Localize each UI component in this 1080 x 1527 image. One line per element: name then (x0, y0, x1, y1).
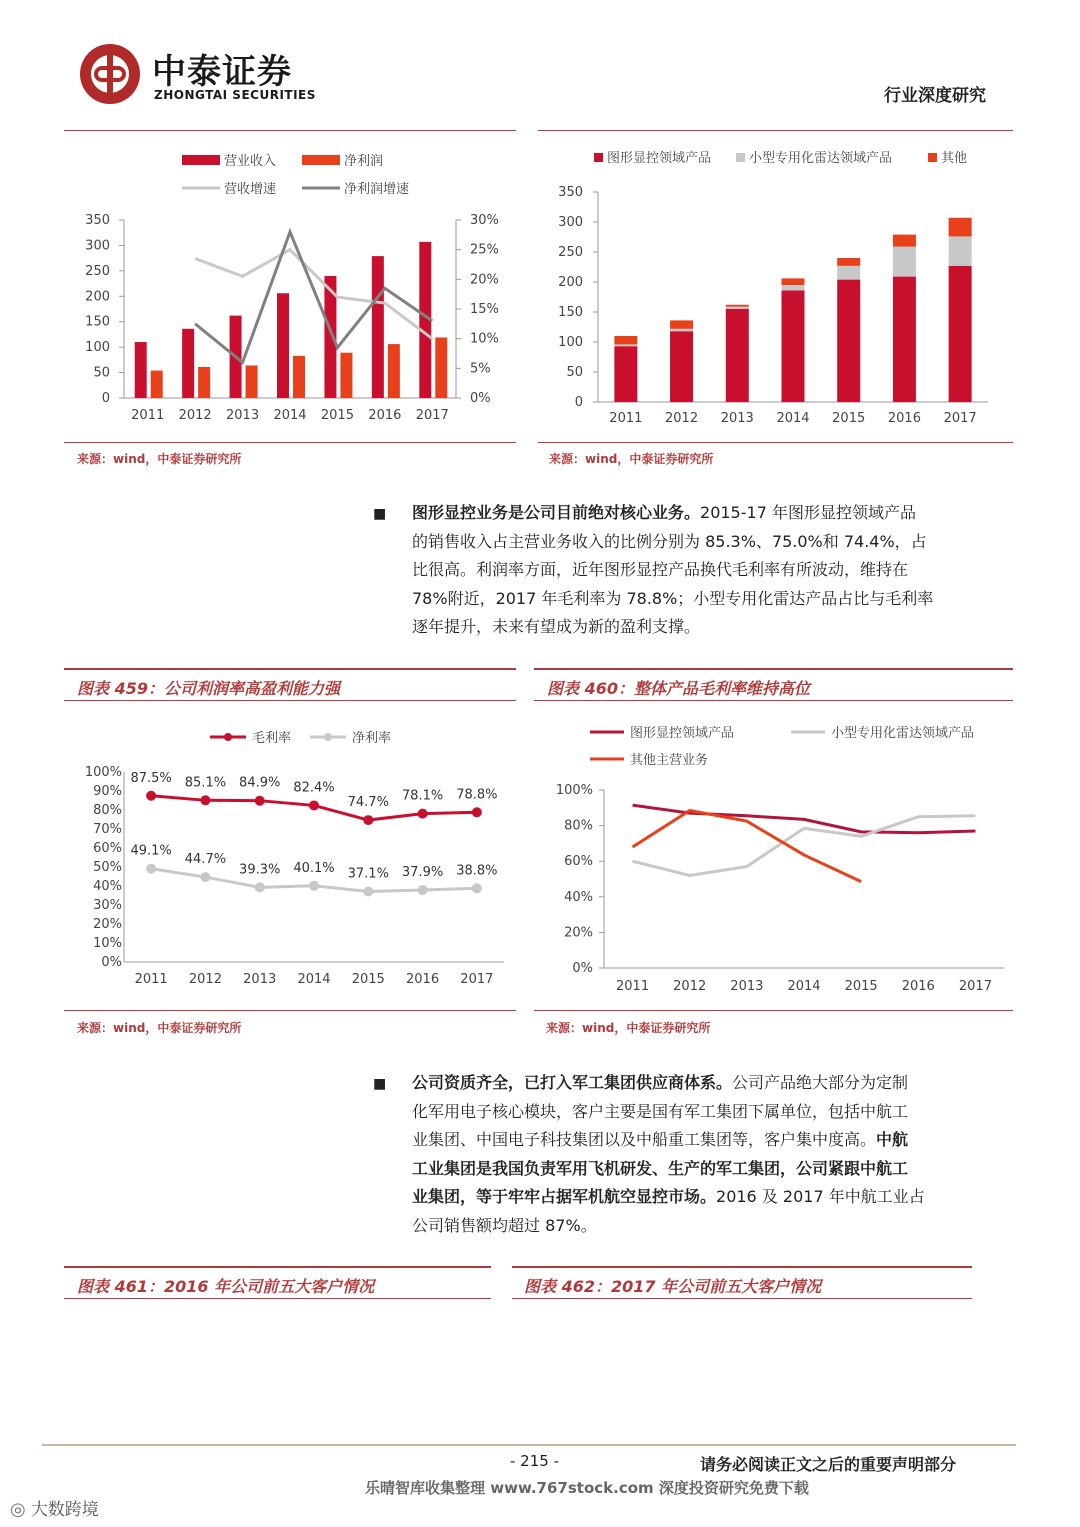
y-tick: 10% (93, 936, 122, 951)
y-tick: 100% (555, 783, 593, 798)
data-label-net-margin: 49.1% (130, 843, 172, 859)
data-point-net-margin (418, 885, 428, 895)
x-tick: 2013 (226, 408, 260, 423)
stacked-bar-segment-2 (837, 258, 860, 266)
para2-line-3-bold: 中航 (876, 1130, 909, 1149)
x-tick: 2012 (665, 411, 699, 426)
stacked-bar-segment-1 (614, 344, 637, 346)
stacked-bar-segment-0 (670, 331, 693, 402)
doc-type-label: 行业深度研究 (884, 86, 986, 106)
stacked-bar-segment-0 (726, 309, 749, 402)
data-point-gross-margin (309, 800, 319, 810)
y-tick: 50 (566, 365, 583, 380)
x-tick: 2015 (832, 411, 866, 426)
x-tick: 2016 (406, 972, 440, 987)
bar-net-profit (198, 367, 210, 398)
data-label-net-margin: 37.9% (401, 864, 444, 880)
para2-line-1: 公司产品绝大部分为定制 (732, 1073, 909, 1092)
x-tick: 2016 (901, 979, 935, 994)
data-point-net-margin (146, 864, 156, 874)
x-tick: 2016 (368, 408, 402, 423)
para1-line-1: 2015-17 年图形显控领域产品 (700, 503, 916, 522)
logo-mark-icon (78, 42, 142, 106)
fig461-top-rule (64, 1266, 491, 1268)
para2-line-5: 2016 及 2017 年中航工业占 (716, 1187, 925, 1206)
y-tick-left: 50 (93, 365, 110, 381)
stacked-bar-segment-2 (614, 336, 637, 344)
x-tick: 2017 (415, 408, 449, 423)
y-tick: 100% (84, 765, 122, 780)
y-tick: 350 (558, 185, 583, 200)
y-tick: 200 (558, 275, 583, 290)
footer-rule (42, 1444, 1016, 1446)
y-tick-right: 10% (470, 331, 499, 347)
brand-icon: ◎ (10, 1499, 26, 1520)
watermark-text: 乐晴智库收集整理 www.767stock.com 深度投资研究免费下载 (365, 1479, 809, 1497)
data-point-net-margin (255, 882, 265, 892)
x-tick: 2013 (243, 972, 277, 987)
data-point-net-margin (309, 881, 319, 891)
y-tick: 60% (564, 854, 593, 870)
legend-label-3: 净利润增速 (344, 182, 410, 197)
y-tick-left: 200 (85, 289, 110, 305)
stacked-bar-segment-2 (893, 235, 916, 247)
y-tick: 80% (564, 818, 593, 834)
legend-label-0: 图形显控领域产品 (630, 726, 735, 741)
x-tick: 2012 (178, 408, 212, 423)
y-tick: 40% (564, 889, 593, 905)
x-tick: 2015 (320, 408, 354, 423)
logo (78, 40, 328, 110)
y-tick-left: 0 (101, 391, 110, 406)
legend-swatch-0 (182, 155, 220, 165)
stacked-bar-segment-2 (726, 305, 749, 307)
x-tick: 2017 (460, 972, 494, 987)
y-tick: 90% (93, 784, 122, 799)
fig461-title: 图表 461：2016 年公司前五大客户情况 (77, 1277, 375, 1296)
bar-net-profit (388, 344, 400, 398)
logo-chinese-name: 中泰证券 (152, 52, 292, 92)
source-right-top: 来源：wind，中泰证券研究所 (549, 452, 714, 466)
y-tick: 0 (574, 395, 583, 410)
data-point-gross-margin (418, 809, 428, 819)
data-point-gross-margin (146, 791, 156, 801)
legend-label-0: 营业收入 (224, 154, 277, 169)
stacked-bar-segment-1 (837, 266, 860, 280)
legend-label-1: 净利润 (344, 154, 384, 169)
bar-net-profit (246, 365, 258, 398)
x-tick: 2015 (844, 979, 878, 994)
y-tick-left: 100 (85, 340, 110, 356)
top-left-rule (64, 130, 516, 131)
source-left-top: 来源：wind，中泰证券研究所 (77, 452, 242, 466)
source-right-mid: 来源：wind，中泰证券研究所 (546, 1021, 711, 1035)
stacked-bar-segment-2 (949, 218, 972, 237)
x-tick: 2013 (720, 411, 754, 426)
y-tick-left: 300 (85, 238, 110, 254)
bar-revenue (372, 256, 384, 398)
fig459-bottom-rule (64, 700, 516, 701)
data-label-gross-margin: 87.5% (130, 770, 172, 786)
line-radar (633, 816, 976, 876)
para2-line-3: 业集团、中国电子科技集团以及中船重工集团等，客户集中度高。 (412, 1130, 877, 1149)
data-label-gross-margin: 74.7% (347, 795, 389, 811)
stacked-bar-segment-2 (782, 278, 805, 285)
data-point-gross-margin (200, 795, 210, 805)
data-label-net-margin: 40.1% (293, 860, 335, 876)
data-point-gross-margin (472, 807, 482, 817)
paragraph-graphics-business (412, 499, 1004, 642)
x-tick: 2015 (351, 972, 385, 987)
data-point-net-margin (472, 883, 482, 893)
y-tick-right: 15% (470, 302, 499, 317)
y-tick-right: 30% (470, 213, 499, 228)
fig460-top-rule (534, 668, 1013, 670)
data-point-gross-margin (363, 815, 373, 825)
stacked-bar-segment-0 (782, 290, 805, 402)
x-tick: 2011 (134, 972, 168, 987)
legend-swatch-2 (928, 153, 937, 162)
disclaimer-note: 请务必阅读正文之后的重要声明部分 (700, 1455, 957, 1474)
brand-mark (10, 1495, 99, 1520)
stacked-bar-segment-2 (670, 320, 693, 328)
para2-line-5-bold: 业集团，等于牢牢占据军机航空显控市场。 (412, 1187, 717, 1206)
para2-line-4: 工业集团是我国负责军用飞机研发、生产的军工集团，公司紧跟中航工 (412, 1158, 909, 1178)
legend-label-1: 小型专用化雷达领域产品 (831, 726, 975, 741)
para1-line-5: 逐年提升，未来有望成为新的盈利支撑。 (412, 617, 701, 636)
para1-line-3: 比很高。利润率方面，近年图形显控产品换代毛利率有所波动，维持在 (412, 560, 909, 579)
fig460-title: 图表 460：整体产品毛利率维持高位 (547, 679, 810, 698)
paragraph-qualification (412, 1069, 1004, 1240)
legend-label-0: 图形显控领域产品 (607, 151, 712, 166)
data-point-net-margin (363, 887, 373, 897)
data-label-gross-margin: 85.1% (184, 775, 227, 791)
y-tick: 0% (572, 961, 593, 976)
y-tick: 0% (101, 955, 122, 970)
data-point-net-margin (200, 872, 210, 882)
x-tick: 2011 (616, 979, 650, 994)
stacked-bar-segment-0 (893, 277, 916, 402)
brand-text: 大数跨境 (30, 1500, 99, 1520)
data-label-gross-margin: 84.9% (239, 775, 281, 791)
para1-line-2: 的销售收入占主营业务收入的比例分别为 85.3%、75.0%和 74.4%，占 (412, 531, 927, 551)
bar-net-profit (293, 356, 305, 398)
legend-swatch-1 (302, 155, 340, 165)
source-left-mid: 来源：wind，中泰证券研究所 (77, 1021, 242, 1035)
legend-label-1: 小型专用化雷达领域产品 (749, 151, 893, 166)
y-tick: 100 (558, 335, 583, 350)
legend-label-2: 营收增速 (224, 182, 277, 197)
stacked-bar-segment-1 (726, 307, 749, 309)
data-label-net-margin: 44.7% (184, 852, 227, 868)
para2-line-6: 公司销售额均超过 87%。 (412, 1215, 597, 1235)
product-revenue-stacked-chart (538, 140, 1013, 440)
source-rule-left-mid (64, 1010, 516, 1011)
x-tick: 2014 (787, 979, 821, 994)
source-rule-left (64, 442, 516, 443)
y-tick-right: 5% (470, 361, 491, 377)
fig460-bottom-rule (534, 700, 1013, 701)
fig462-bottom-rule (512, 1298, 972, 1299)
bar-net-profit (435, 337, 447, 398)
x-tick: 2012 (673, 979, 707, 994)
para1-line-4: 78%附近，2017 年毛利率为 78.8%；小型专用化雷达产品占比与毛利率 (412, 588, 934, 608)
x-tick: 2017 (943, 411, 977, 426)
stacked-bar-segment-1 (782, 285, 805, 290)
fig462-top-rule (512, 1266, 972, 1268)
bar-revenue (135, 342, 147, 398)
y-tick: 80% (93, 803, 122, 818)
y-tick: 30% (93, 898, 122, 913)
revenue-profit-chart (64, 140, 516, 440)
stacked-bar-segment-0 (837, 280, 860, 402)
source-rule-right (538, 442, 1013, 443)
bullet-marker: ■ (373, 506, 387, 522)
x-tick: 2011 (131, 408, 165, 423)
legend-marker-1 (324, 733, 332, 741)
fig459-top-rule (64, 668, 516, 670)
legend-marker-0 (224, 733, 232, 741)
y-tick: 250 (558, 245, 583, 260)
fig459-title: 图表 459：公司利润率高盈利能力强 (77, 679, 340, 698)
y-tick: 20% (564, 925, 593, 941)
bar-revenue (182, 329, 194, 398)
stacked-bar-segment-0 (614, 346, 637, 402)
gross-margin-by-product-chart (534, 715, 1013, 1000)
legend-label-0: 毛利率 (252, 731, 292, 746)
y-tick: 70% (93, 822, 122, 837)
legend-swatch-1 (736, 153, 745, 162)
bullet-marker-2: ■ (373, 1076, 387, 1092)
profit-margin-chart (64, 715, 516, 1000)
para2-line-2: 化军用电子核心模块，客户主要是国有军工集团下属单位，包括中航工 (412, 1101, 909, 1121)
data-label-net-margin: 39.3% (239, 862, 281, 878)
data-label-gross-margin: 78.1% (401, 788, 444, 804)
x-tick: 2014 (297, 972, 331, 987)
stacked-bar-segment-0 (949, 266, 972, 402)
y-tick-right: 20% (470, 272, 499, 288)
x-tick: 2016 (887, 411, 921, 426)
x-tick: 2012 (188, 972, 222, 987)
stacked-bar-segment-1 (670, 329, 693, 331)
y-tick-left: 250 (85, 263, 110, 279)
para1-lead: 图形显控业务是公司目前绝对核心业务。 (412, 503, 701, 522)
y-tick: 50% (93, 860, 122, 875)
stacked-bar-segment-1 (893, 247, 916, 277)
x-tick: 2013 (730, 979, 764, 994)
fig462-title: 图表 462：2017 年公司前五大客户情况 (524, 1277, 822, 1296)
y-tick-right: 0% (470, 391, 491, 406)
y-tick: 60% (93, 841, 122, 856)
x-tick: 2014 (776, 411, 810, 426)
bar-net-profit (340, 353, 352, 398)
legend-label-2: 其他 (941, 151, 968, 166)
x-tick: 2011 (609, 411, 643, 426)
logo-english-name: ZHONGTAI SECURITIES (154, 88, 316, 102)
x-tick: 2017 (958, 979, 992, 994)
y-tick: 20% (93, 917, 122, 932)
legend-swatch-0 (594, 153, 603, 162)
y-tick-left: 350 (85, 213, 110, 228)
y-tick: 150 (558, 305, 583, 320)
data-label-gross-margin: 82.4% (293, 780, 335, 796)
legend-label-1: 净利率 (352, 731, 392, 746)
data-point-gross-margin (255, 796, 265, 806)
source-rule-right-mid (534, 1010, 1013, 1011)
fig461-bottom-rule (64, 1298, 491, 1299)
top-right-rule (538, 130, 1013, 131)
stacked-bar-segment-1 (949, 236, 972, 265)
page-number: - 215 - (510, 1452, 559, 1470)
bar-revenue (277, 293, 289, 398)
y-tick: 300 (558, 215, 583, 230)
para2-lead: 公司资质齐全，已打入军工集团供应商体系。 (412, 1073, 733, 1092)
y-tick: 40% (93, 879, 122, 894)
y-tick-right: 25% (470, 242, 499, 258)
data-label-net-margin: 38.8% (456, 863, 498, 879)
data-label-net-margin: 37.1% (347, 866, 389, 882)
bar-net-profit (151, 371, 163, 398)
data-label-gross-margin: 78.8% (456, 787, 498, 803)
x-tick: 2014 (273, 408, 307, 423)
y-tick-left: 150 (85, 314, 110, 330)
legend-label-2: 其他主营业务 (630, 753, 709, 768)
